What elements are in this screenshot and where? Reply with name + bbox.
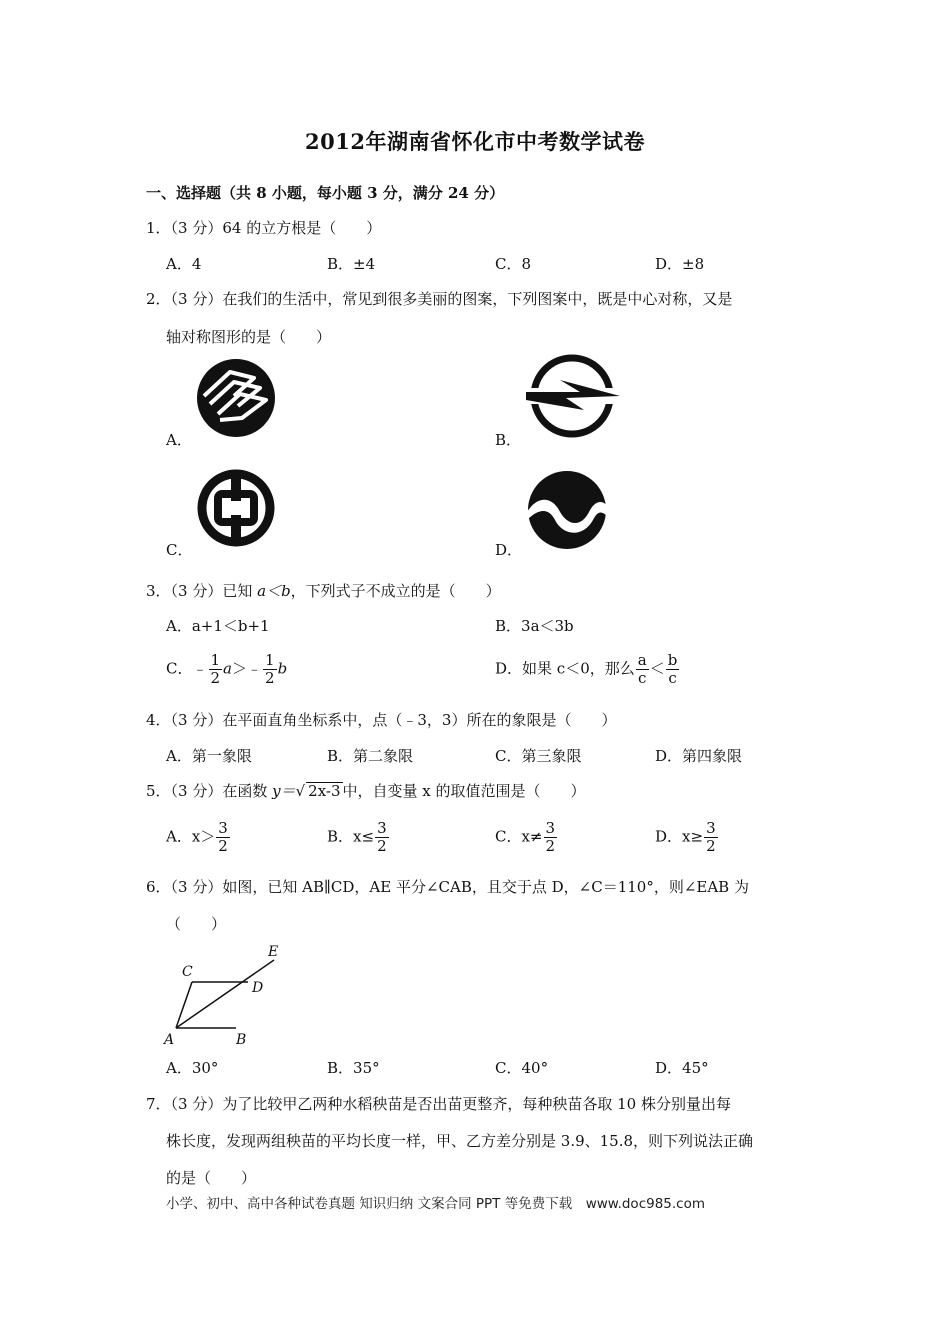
q2-option-d: D． xyxy=(495,541,523,559)
label-b: B xyxy=(236,1032,247,1048)
bank-of-china-logo-icon xyxy=(196,468,276,548)
q2-option-a: A． xyxy=(166,431,192,449)
q2-stem-line2: 轴对称图形的是（ ） xyxy=(166,328,332,346)
q5-option-d: D．x≥ $\frac{3}{2}$ xyxy=(655,819,716,855)
q7-stem-line3: 的是（ ） xyxy=(166,1169,257,1187)
q1-stem: 1．（3 分）64 的立方根是（ ） xyxy=(146,219,382,237)
q2-option-c: C． xyxy=(166,541,193,559)
q4-option-a: A．第一象限 xyxy=(166,747,252,765)
q3-option-a: A．a+1＜b+1 xyxy=(166,617,270,635)
q7-stem-line1: 7．（3 分）为了比较甲乙两种水稻秧苗是否出苗更整齐，每种秧苗各取 10 株分别量出每 xyxy=(146,1095,731,1113)
q5-option-a: A．x＞ $\frac{3}{2}$ xyxy=(166,819,228,855)
label-c: C xyxy=(182,964,193,980)
q2-stem-line1: 2．（3 分）在我们的生活中，常见到很多美丽的图案，下列图案中，既是中心对称，又是 xyxy=(146,290,733,308)
q6-stem-line1: 6．（3 分）如图，已知 AB∥CD，AE 平分∠CAB，且交于点 D，∠C＝110°，则∠EAB 为 xyxy=(146,878,749,896)
q2-option-b: B． xyxy=(495,431,522,449)
q6-option-b: B．35° xyxy=(327,1059,380,1077)
china-mobile-logo-icon xyxy=(196,358,276,438)
q4-stem: 4．（3 分）在平面直角坐标系中，点（﹣3，3）所在的象限是（ ） xyxy=(146,711,617,729)
q4-option-b: B．第二象限 xyxy=(327,747,414,765)
segment-ac xyxy=(176,982,192,1028)
q3-stem: 3．（3 分）已知 a＜b，下列式子不成立的是（ ） xyxy=(146,582,501,600)
q7-stem-line2: 株长度，发现两组秧苗的平均长度一样，甲、乙方差分别是 3.9、15.8，则下列说法正确 xyxy=(166,1132,754,1150)
q3-option-c: C．﹣ $\frac{1}{2}$ a＞﹣ $\frac{1}{2}$ b xyxy=(166,651,288,687)
q5-option-b: B．x≤ $\frac{3}{2}$ xyxy=(327,819,387,855)
label-d: D xyxy=(252,980,264,996)
section-heading: 一、选择题（共 8 小题，每小题 3 分，满分 24 分） xyxy=(146,184,505,202)
q1-option-d: D．±8 xyxy=(655,255,705,273)
footer-link[interactable]: 小学、初中、高中各种试卷真题 知识归纳 文案合同 PPT 等免费下载 www.doc985.com xyxy=(166,1196,706,1212)
label-a: A xyxy=(164,1032,175,1048)
q3-option-b: B．3a＜3b xyxy=(495,617,574,635)
q6-geometry-figure xyxy=(160,940,290,1050)
opel-lightning-logo-icon xyxy=(524,352,624,438)
q6-option-d: D．45° xyxy=(655,1059,709,1077)
q6-option-a: A．30° xyxy=(166,1059,219,1077)
q1-option-a: A．4 xyxy=(166,255,202,273)
q6-stem-line2: （ ） xyxy=(166,915,227,933)
label-e: E xyxy=(268,944,279,960)
q5-option-c: C．x≠ $\frac{3}{2}$ xyxy=(495,819,556,855)
q5-stem: 5．（3 分）在函数 y＝√ 2x-3 中，自变量 x 的取值范围是（ ） xyxy=(146,782,586,800)
wave-circle-logo-icon xyxy=(525,470,609,550)
q4-option-d: D．第四象限 xyxy=(655,747,743,765)
q6-option-c: C．40° xyxy=(495,1059,549,1077)
q1-option-c: C．8 xyxy=(495,255,532,273)
q3-option-d: D．如果 c＜0，那么 $\frac{a}{c}$ ＜ $\frac{b}{c}$ xyxy=(495,651,678,687)
q4-option-c: C．第三象限 xyxy=(495,747,582,765)
page-title: 2012年湖南省怀化市中考数学试卷 xyxy=(305,129,645,154)
q1-option-b: B．±4 xyxy=(327,255,376,273)
